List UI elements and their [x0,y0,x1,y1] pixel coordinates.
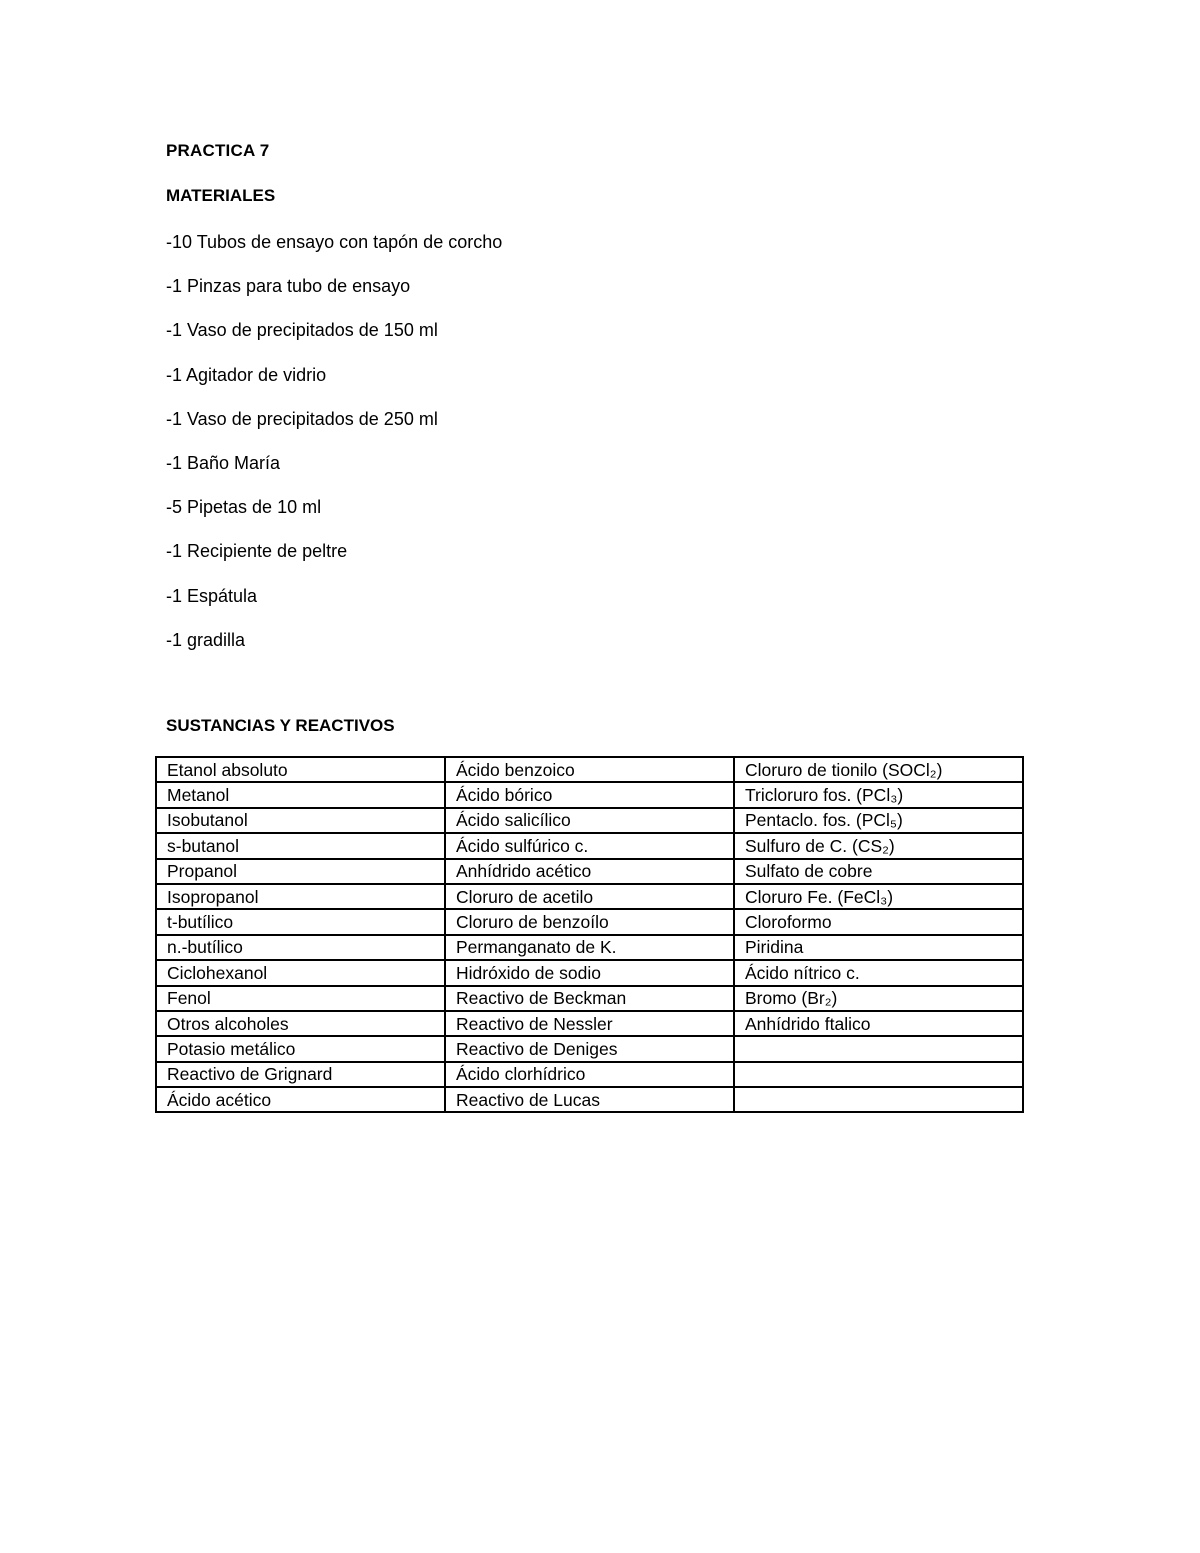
table-cell: Permanganato de K. [445,935,734,960]
list-item: -1 Vaso de precipitados de 250 ml [166,408,438,429]
materials-heading: MATERIALES [166,186,276,205]
table-cell: Potasio metálico [156,1036,445,1061]
table-row [156,1062,1023,1087]
table-cell: s-butanol [156,833,445,858]
table-cell: Pentaclo. fos. (PCl₅) [734,808,1023,833]
table-cell [734,1036,1023,1061]
table-row [156,935,1023,960]
table-cell: Ácido sulfúrico c. [445,833,734,858]
table-cell: Ácido salicílico [445,808,734,833]
table-cell: Sulfuro de C. (CS₂) [734,833,1023,858]
table-cell: Ciclohexanol [156,960,445,985]
table-cell: Ácido bórico [445,782,734,807]
table-cell: Propanol [156,859,445,884]
table-cell: Reactivo de Grignard [156,1062,445,1087]
table-cell: Bromo (Br₂) [734,986,1023,1011]
list-item: -1 Baño María [166,452,281,473]
table-cell: Isobutanol [156,808,445,833]
table-cell: Reactivo de Lucas [445,1087,734,1112]
table-cell: t-butílico [156,909,445,934]
table-cell: Anhídrido ftalico [734,1011,1023,1036]
table-cell: Metanol [156,782,445,807]
table-cell: Etanol absoluto [156,757,445,782]
list-item: -1 Agitador de vidrio [166,364,327,385]
table-cell: Isopropanol [156,884,445,909]
table-row [156,909,1023,934]
reagents-heading: SUSTANCIAS Y REACTIVOS [166,716,395,735]
table-cell: Cloruro Fe. (FeCl₃) [734,884,1023,909]
table-cell: Ácido benzoico [445,757,734,782]
table-cell: Cloruro de tionilo (SOCl₂) [734,757,1023,782]
table-cell: n.-butílico [156,935,445,960]
table-cell [734,1087,1023,1112]
table-cell: Ácido nítrico c. [734,960,1023,985]
table-cell: Reactivo de Nessler [445,1011,734,1036]
table-row [156,808,1023,833]
table-cell [734,1062,1023,1087]
list-item: -1 Pinzas para tubo de ensayo [166,276,411,297]
table-row [156,1011,1023,1036]
table-cell: Fenol [156,986,445,1011]
table-row [156,1087,1023,1112]
table-cell: Cloroformo [734,909,1023,934]
list-item: -5 Pipetas de 10 ml [166,497,322,518]
table-cell: Cloruro de benzoílo [445,909,734,934]
list-item: -1 gradilla [166,629,246,650]
table-cell: Piridina [734,935,1023,960]
table-row [156,884,1023,909]
table-cell: Ácido clorhídrico [445,1062,734,1087]
table-row [156,960,1023,985]
table-row [156,782,1023,807]
table-row [156,986,1023,1011]
table-row [156,1036,1023,1061]
table-cell: Reactivo de Beckman [445,986,734,1011]
table-cell: Ácido acético [156,1087,445,1112]
table-cell: Tricloruro fos. (PCl₃) [734,782,1023,807]
table-cell: Sulfato de cobre [734,859,1023,884]
table-cell: Otros alcoholes [156,1011,445,1036]
list-item: -10 Tubos de ensayo con tapón de corcho [166,232,503,252]
table-row [156,833,1023,858]
table-row [156,859,1023,884]
table-cell: Reactivo de Deniges [445,1036,734,1061]
table-cell: Anhídrido acético [445,859,734,884]
table-cell: Hidróxido de sodio [445,960,734,985]
table-row [156,757,1023,782]
list-item: -1 Espátula [166,585,258,606]
table-cell: Cloruro de acetilo [445,884,734,909]
page-title: PRACTICA 7 [166,141,270,160]
reagents-table [155,756,1024,1113]
list-item: -1 Recipiente de peltre [166,541,348,562]
materials-list [166,230,502,672]
list-item: -1 Vaso de precipitados de 150 ml [166,320,438,341]
